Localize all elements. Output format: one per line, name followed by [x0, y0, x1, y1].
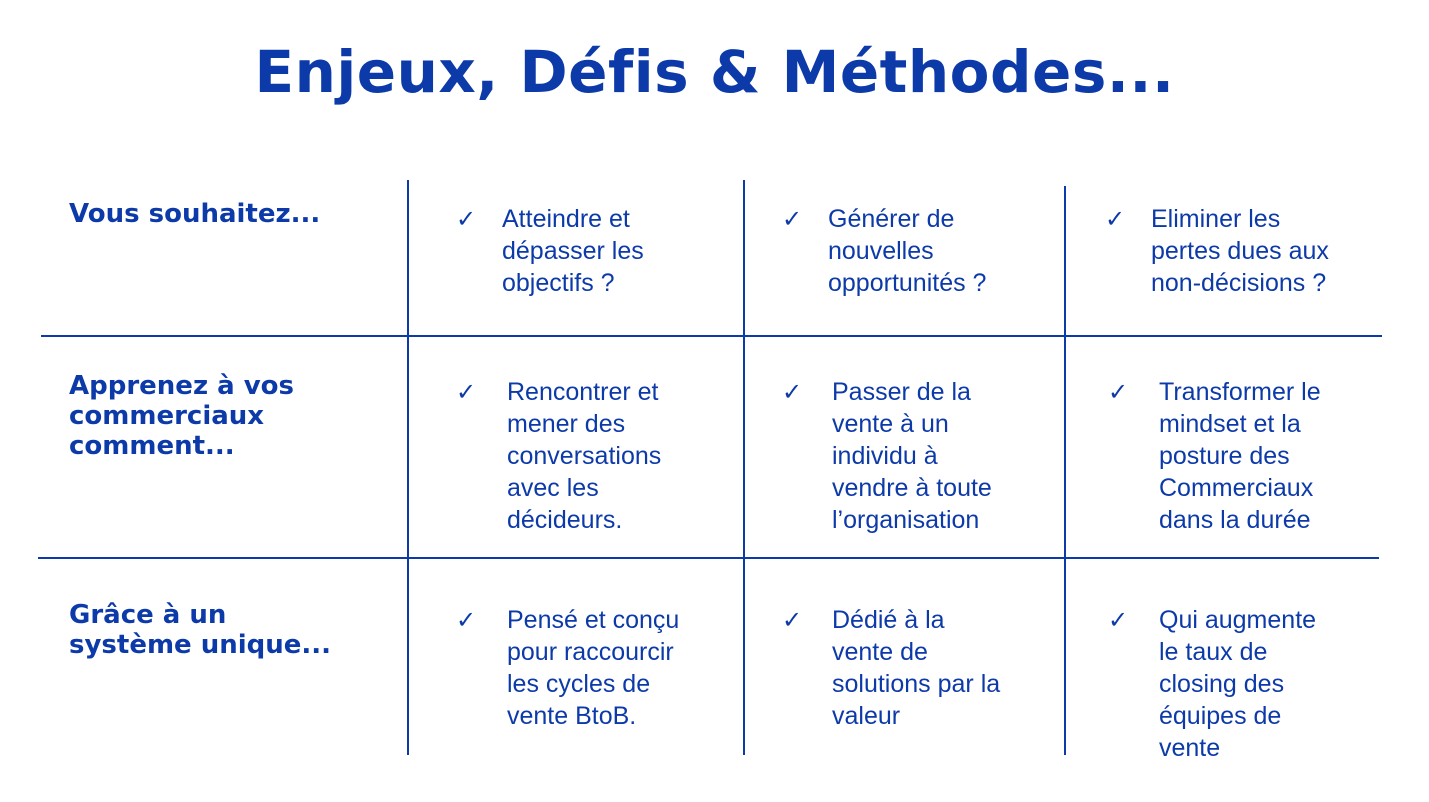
cell-text: Qui augmente le taux de closing des équipes de vente: [1159, 606, 1317, 762]
checkmark-icon: ✓: [456, 205, 477, 233]
benefit-cell: [782, 203, 986, 299]
checkmark-icon: ✓: [1108, 378, 1129, 406]
grid-divider-vertical: [407, 180, 409, 755]
row-label: Vous souhaitez...: [69, 199, 321, 229]
checkmark-icon: ✓: [1108, 606, 1129, 634]
grid-divider-vertical: [743, 180, 745, 755]
benefit-cell: [782, 376, 992, 536]
cell-text: Pensé et conçu pour raccourcir les cycles de vente BtoB.: [507, 606, 680, 730]
benefit-cell: [456, 203, 644, 299]
benefit-cell: [1105, 203, 1329, 299]
checkmark-icon: ✓: [456, 378, 477, 406]
benefit-cell: [1108, 376, 1321, 536]
cell-text: Transformer le mindset et la posture des Commerciaux dans la durée: [1159, 378, 1321, 534]
row-label: Apprenez à vos commerciaux comment...: [69, 371, 295, 461]
checkmark-icon: ✓: [782, 378, 803, 406]
benefit-cell: [456, 376, 661, 536]
checkmark-icon: ✓: [456, 606, 477, 634]
checkmark-icon: ✓: [1105, 205, 1126, 233]
cell-text: Eliminer les pertes dues aux non-décisions ?: [1151, 205, 1329, 297]
grid-divider-horizontal: [38, 557, 1379, 559]
cell-text: Générer de nouvelles opportunités ?: [828, 205, 987, 297]
page-title: Enjeux, Défis & Méthodes...: [254, 38, 1175, 106]
benefit-cell: [1108, 604, 1316, 764]
row-label: Grâce à un système unique...: [69, 600, 332, 660]
grid-divider-vertical: [1064, 186, 1066, 755]
benefit-cell: [782, 604, 1000, 732]
benefit-cell: [456, 604, 679, 732]
checkmark-icon: ✓: [782, 205, 803, 233]
cell-text: Rencontrer et mener des conversations avec les décideurs.: [507, 378, 662, 534]
checkmark-icon: ✓: [782, 606, 803, 634]
cell-text: Passer de la vente à un individu à vendre à toute l’organisation: [832, 378, 992, 534]
cell-text: Dédié à la vente de solutions par la valeur: [832, 606, 1001, 730]
grid-divider-horizontal: [41, 335, 1382, 337]
cell-text: Atteindre et dépasser les objectifs ?: [502, 205, 644, 297]
